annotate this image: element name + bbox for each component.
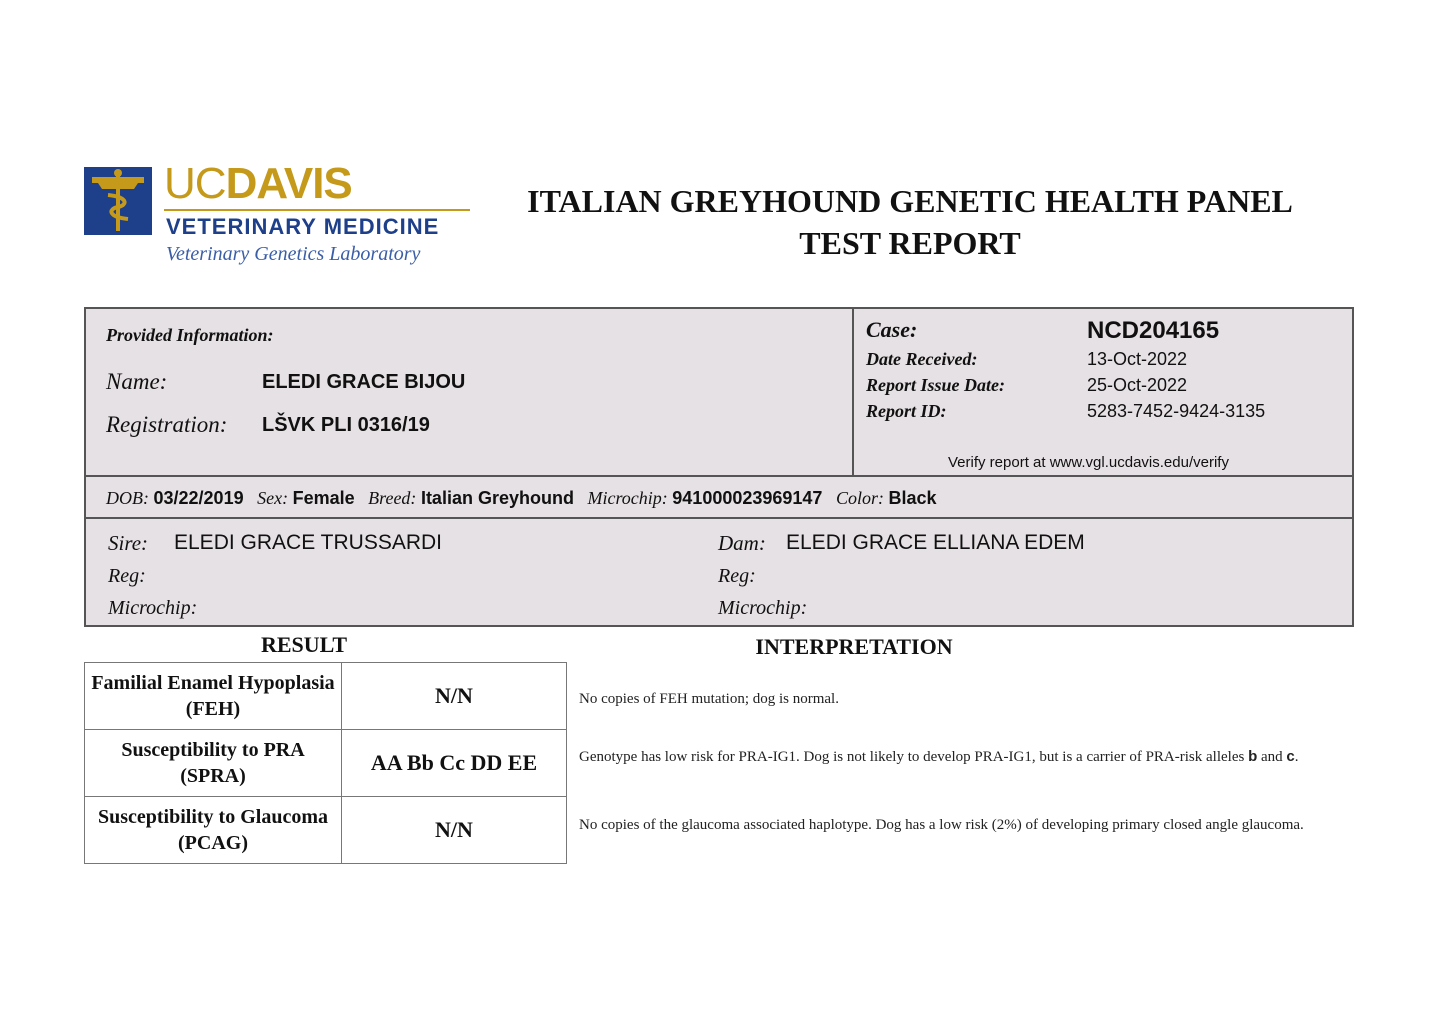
report-title-line2: TEST REPORT <box>799 225 1021 261</box>
report-id: 5283-7452-9424-3135 <box>1087 401 1266 421</box>
sire-microchip-label: Microchip: <box>108 597 198 619</box>
table-row <box>85 730 567 797</box>
issue-date-label: Report Issue Date: <box>866 375 1005 395</box>
registration-value: LŠVK PLI 0316/19 <box>262 414 430 436</box>
allele-b: b <box>1248 748 1258 765</box>
report-id-label: Report ID: <box>866 401 947 421</box>
provided-heading: Provided Information: <box>106 325 274 345</box>
interpretation-pcag: No copies of the glaucoma associated haplotype. Dog has a low risk (2%) of developing primary closed angle glaucoma. <box>579 817 1304 833</box>
microchip-label: Microchip: <box>587 488 668 508</box>
table-row <box>85 663 567 730</box>
results-table <box>84 662 567 864</box>
test-result: N/N <box>342 797 567 864</box>
interpretation-spra-text: Genotype has low risk for PRA-IG1. Dog is not likely to develop PRA-IG1, but is a carrier of PRA-risk alleles <box>579 749 1245 765</box>
date-received: 13-Oct-2022 <box>1087 349 1188 369</box>
interpretation-heading: INTERPRETATION <box>755 634 953 659</box>
date-received-label: Date Received: <box>866 349 978 369</box>
test-name-line2: (FEH) <box>185 698 241 720</box>
interpretation-period: . <box>1294 749 1299 765</box>
test-result: AA Bb Cc DD EE <box>342 730 567 797</box>
logo-school-name: VETERINARY MEDICINE <box>166 214 440 239</box>
test-name <box>85 797 342 864</box>
test-result: N/N <box>342 663 567 730</box>
test-name <box>85 730 342 797</box>
sire-label: Sire: <box>108 531 149 555</box>
dog-name: ELEDI GRACE BIJOU <box>262 371 466 393</box>
result-heading: RESULT <box>260 632 347 657</box>
table-row <box>85 797 567 864</box>
case-panel <box>852 307 1354 477</box>
report-title <box>500 180 1320 264</box>
test-name-line1: Susceptibility to PRA <box>121 739 305 761</box>
issue-date: 25-Oct-2022 <box>1087 375 1188 395</box>
registration-label: Registration: <box>106 412 228 437</box>
dob-value: 03/22/2019 <box>153 488 244 508</box>
dob-label: DOB: <box>106 488 149 508</box>
logo-divider <box>164 209 470 211</box>
interpretation-and: and <box>1260 749 1283 765</box>
ucdavis-logo <box>84 159 476 272</box>
logo-lab-name: Veterinary Genetics Laboratory <box>166 243 421 265</box>
breed-value: Italian Greyhound <box>420 488 574 508</box>
test-name-line1: Susceptibility to Glaucoma <box>97 806 328 828</box>
name-label: Name: <box>106 369 168 394</box>
report-title-line1: ITALIAN GREYHOUND GENETIC HEALTH PANEL <box>527 183 1293 219</box>
provided-information-panel <box>84 307 854 477</box>
interpretation-spra <box>579 746 1359 768</box>
dog-details-row <box>84 475 1354 519</box>
case-id: NCD204165 <box>1087 317 1220 344</box>
test-name-line2: (PCAG) <box>178 832 248 854</box>
case-label: Case: <box>866 317 918 342</box>
color-label: Color: <box>835 488 884 508</box>
caduceus-shield-icon <box>84 167 152 235</box>
breed-label: Breed: <box>368 488 417 508</box>
dam-reg-label: Reg: <box>718 565 756 587</box>
sex-value: Female <box>292 488 355 508</box>
dog-details <box>106 488 937 509</box>
allele-c: c <box>1286 748 1295 765</box>
logo-uc-davis: UCDAVIS <box>164 159 352 208</box>
test-name-line1: Familial Enamel Hypoplasia <box>91 672 335 694</box>
dam-label: Dam: <box>718 531 766 555</box>
microchip-value: 941000023969147 <box>672 488 823 508</box>
sex-label: Sex: <box>257 488 289 508</box>
test-name <box>85 663 342 730</box>
interpretation-feh: No copies of FEH mutation; dog is normal. <box>579 691 839 707</box>
sire-name: ELEDI GRACE TRUSSARDI <box>174 531 443 554</box>
sire-reg-label: Reg: <box>108 565 146 587</box>
verify-link[interactable]: Verify report at www.vgl.ucdavis.edu/verify <box>948 454 1229 471</box>
test-name-line2: (SPRA) <box>180 765 246 787</box>
dam-microchip-label: Microchip: <box>718 597 808 619</box>
dam-name: ELEDI GRACE ELLIANA EDEM <box>786 531 1085 554</box>
color-value: Black <box>888 488 937 508</box>
parents-panel <box>84 517 1354 627</box>
